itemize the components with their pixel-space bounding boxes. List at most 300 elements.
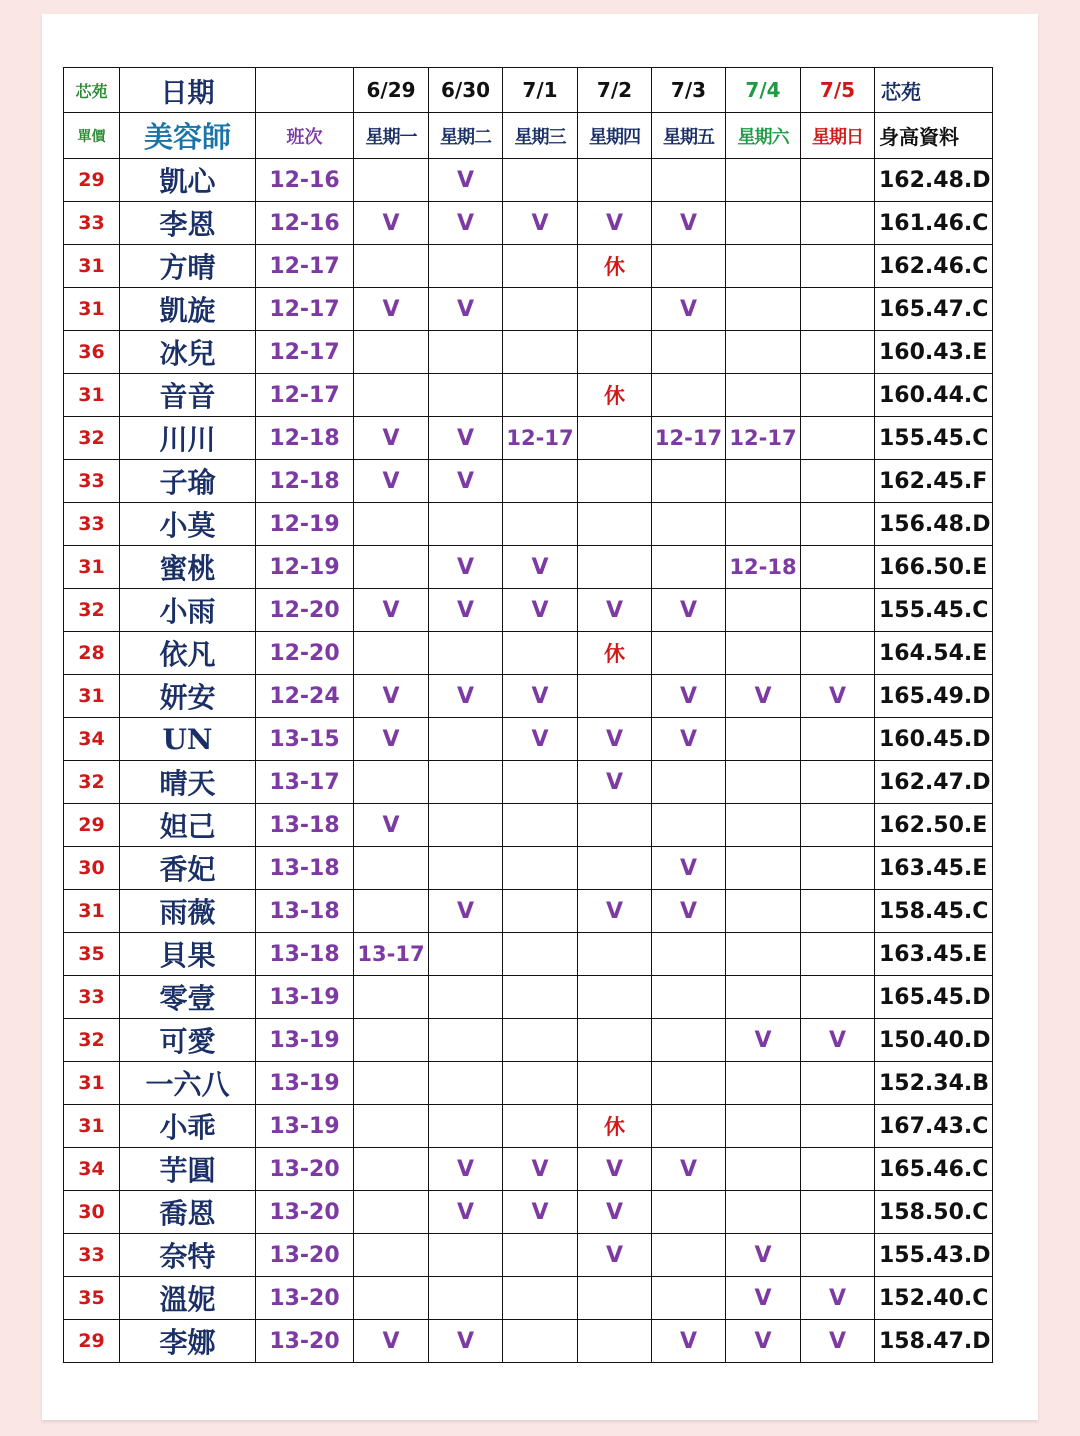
day-cell bbox=[801, 460, 875, 503]
day-cell: V bbox=[354, 804, 429, 847]
day-cell bbox=[354, 1277, 429, 1320]
price-cell: 33 bbox=[64, 976, 120, 1019]
day-cell bbox=[503, 1277, 578, 1320]
shift-cell: 13-18 bbox=[256, 890, 354, 933]
beautician-name-cell: 雨薇 bbox=[120, 890, 256, 933]
header-corner: 芯苑 bbox=[64, 68, 120, 113]
day-cell bbox=[503, 1105, 578, 1148]
day-cell bbox=[503, 933, 578, 976]
shift-cell: 13-19 bbox=[256, 1062, 354, 1105]
shift-cell: 12-17 bbox=[256, 288, 354, 331]
day-cell: V bbox=[503, 675, 578, 718]
table-row bbox=[64, 1105, 993, 1148]
day-cell bbox=[726, 1105, 801, 1148]
price-cell: 31 bbox=[64, 890, 120, 933]
shift-cell: 12-19 bbox=[256, 546, 354, 589]
day-cell bbox=[354, 632, 429, 675]
day-cell bbox=[578, 1062, 652, 1105]
day-cell bbox=[726, 159, 801, 202]
height-info-cell: 163.45.E bbox=[875, 933, 993, 976]
shift-cell: 13-17 bbox=[256, 761, 354, 804]
beautician-name-cell: 溫妮 bbox=[120, 1277, 256, 1320]
beautician-name-cell: 凱心 bbox=[120, 159, 256, 202]
header-date-sunday: 7/5 bbox=[801, 68, 875, 113]
table-row bbox=[64, 546, 993, 589]
day-cell: V bbox=[726, 1234, 801, 1277]
day-cell: V bbox=[652, 718, 726, 761]
table-row bbox=[64, 675, 993, 718]
day-cell: V bbox=[801, 1019, 875, 1062]
day-cell: V bbox=[354, 288, 429, 331]
table-row bbox=[64, 1019, 993, 1062]
day-cell bbox=[652, 374, 726, 417]
header-weekday-sunday: 星期日 bbox=[801, 113, 875, 159]
price-cell: 32 bbox=[64, 417, 120, 460]
price-cell: 33 bbox=[64, 503, 120, 546]
day-cell bbox=[726, 1062, 801, 1105]
day-cell bbox=[726, 804, 801, 847]
beautician-name-cell: 李恩 bbox=[120, 202, 256, 245]
day-cell bbox=[354, 1019, 429, 1062]
day-cell bbox=[429, 632, 503, 675]
day-cell bbox=[801, 159, 875, 202]
day-cell: V bbox=[726, 675, 801, 718]
table-row bbox=[64, 288, 993, 331]
shift-cell: 12-18 bbox=[256, 417, 354, 460]
height-info-cell: 162.46.C bbox=[875, 245, 993, 288]
height-info-cell: 164.54.E bbox=[875, 632, 993, 675]
day-cell bbox=[801, 847, 875, 890]
beautician-name-cell: 蜜桃 bbox=[120, 546, 256, 589]
shift-cell: 12-19 bbox=[256, 503, 354, 546]
price-cell: 31 bbox=[64, 1062, 120, 1105]
height-info-cell: 156.48.D bbox=[875, 503, 993, 546]
price-cell: 31 bbox=[64, 245, 120, 288]
beautician-name-cell: 小雨 bbox=[120, 589, 256, 632]
day-cell: V bbox=[429, 1191, 503, 1234]
beautician-name-cell: 小乖 bbox=[120, 1105, 256, 1148]
table-row bbox=[64, 890, 993, 933]
day-cell bbox=[801, 1062, 875, 1105]
day-cell bbox=[503, 1320, 578, 1363]
day-cell: 13-17 bbox=[354, 933, 429, 976]
day-cell bbox=[801, 589, 875, 632]
beautician-name-cell: 晴天 bbox=[120, 761, 256, 804]
price-cell: 29 bbox=[64, 804, 120, 847]
height-info-cell: 167.43.C bbox=[875, 1105, 993, 1148]
day-cell: V bbox=[429, 546, 503, 589]
header-weekday: 星期一 bbox=[354, 113, 429, 159]
schedule-body bbox=[64, 159, 993, 1363]
day-cell bbox=[652, 1019, 726, 1062]
header-date: 6/30 bbox=[429, 68, 503, 113]
height-info-cell: 165.49.D bbox=[875, 675, 993, 718]
day-cell: V bbox=[354, 417, 429, 460]
day-cell: V bbox=[652, 847, 726, 890]
day-cell bbox=[429, 976, 503, 1019]
day-cell bbox=[578, 976, 652, 1019]
beautician-name-cell: 凱旋 bbox=[120, 288, 256, 331]
day-cell bbox=[578, 1320, 652, 1363]
day-cell bbox=[429, 1062, 503, 1105]
beautician-name-cell: 零壹 bbox=[120, 976, 256, 1019]
day-cell bbox=[354, 503, 429, 546]
day-cell bbox=[503, 976, 578, 1019]
day-cell: V bbox=[726, 1277, 801, 1320]
header-date-saturday: 7/4 bbox=[726, 68, 801, 113]
beautician-name-cell: 喬恩 bbox=[120, 1191, 256, 1234]
day-cell bbox=[726, 761, 801, 804]
day-cell bbox=[801, 933, 875, 976]
day-cell bbox=[652, 1277, 726, 1320]
day-cell bbox=[578, 1277, 652, 1320]
shift-cell: 13-19 bbox=[256, 976, 354, 1019]
day-cell: 12-17 bbox=[503, 417, 578, 460]
day-cell: 12-17 bbox=[726, 417, 801, 460]
shift-cell: 12-17 bbox=[256, 331, 354, 374]
day-cell: V bbox=[354, 460, 429, 503]
price-cell: 31 bbox=[64, 374, 120, 417]
height-info-cell: 162.47.D bbox=[875, 761, 993, 804]
table-row bbox=[64, 761, 993, 804]
day-cell bbox=[726, 460, 801, 503]
day-cell bbox=[726, 374, 801, 417]
day-cell bbox=[354, 1191, 429, 1234]
shift-cell: 12-18 bbox=[256, 460, 354, 503]
day-cell bbox=[652, 503, 726, 546]
day-cell: V bbox=[354, 1320, 429, 1363]
table-row bbox=[64, 417, 993, 460]
header-date: 7/3 bbox=[652, 68, 726, 113]
day-cell bbox=[801, 761, 875, 804]
day-cell bbox=[354, 159, 429, 202]
beautician-name-cell: 李娜 bbox=[120, 1320, 256, 1363]
shift-cell: 13-20 bbox=[256, 1320, 354, 1363]
day-cell bbox=[503, 159, 578, 202]
day-cell bbox=[429, 804, 503, 847]
shift-cell: 13-20 bbox=[256, 1234, 354, 1277]
day-cell: V bbox=[801, 675, 875, 718]
height-info-cell: 155.43.D bbox=[875, 1234, 993, 1277]
day-cell: V bbox=[652, 589, 726, 632]
shift-cell: 13-18 bbox=[256, 933, 354, 976]
day-cell bbox=[578, 847, 652, 890]
day-cell bbox=[354, 1062, 429, 1105]
day-cell bbox=[429, 1234, 503, 1277]
height-info-cell: 150.40.D bbox=[875, 1019, 993, 1062]
price-cell: 33 bbox=[64, 202, 120, 245]
day-cell: V bbox=[503, 1148, 578, 1191]
day-cell bbox=[354, 331, 429, 374]
day-cell bbox=[652, 761, 726, 804]
beautician-name-cell: 一六八 bbox=[120, 1062, 256, 1105]
price-cell: 31 bbox=[64, 288, 120, 331]
header-weekday: 星期三 bbox=[503, 113, 578, 159]
day-cell bbox=[354, 847, 429, 890]
day-cell bbox=[801, 1105, 875, 1148]
header-date: 6/29 bbox=[354, 68, 429, 113]
day-cell bbox=[503, 847, 578, 890]
table-row bbox=[64, 202, 993, 245]
day-cell: V bbox=[652, 890, 726, 933]
day-cell bbox=[503, 1019, 578, 1062]
day-cell bbox=[801, 632, 875, 675]
shift-cell: 13-20 bbox=[256, 1191, 354, 1234]
day-cell bbox=[801, 1191, 875, 1234]
day-cell bbox=[354, 761, 429, 804]
day-cell bbox=[503, 890, 578, 933]
height-info-cell: 155.45.C bbox=[875, 417, 993, 460]
day-cell bbox=[652, 546, 726, 589]
height-info-cell: 158.50.C bbox=[875, 1191, 993, 1234]
day-cell bbox=[429, 1019, 503, 1062]
price-cell: 32 bbox=[64, 589, 120, 632]
price-cell: 36 bbox=[64, 331, 120, 374]
price-cell: 32 bbox=[64, 761, 120, 804]
day-cell bbox=[801, 331, 875, 374]
day-cell bbox=[801, 1148, 875, 1191]
height-info-cell: 162.45.F bbox=[875, 460, 993, 503]
day-cell bbox=[429, 331, 503, 374]
day-cell bbox=[429, 847, 503, 890]
day-cell bbox=[652, 804, 726, 847]
day-cell: V bbox=[801, 1277, 875, 1320]
day-cell bbox=[429, 1277, 503, 1320]
day-cell bbox=[801, 374, 875, 417]
day-cell: V bbox=[578, 1148, 652, 1191]
day-cell bbox=[801, 417, 875, 460]
day-cell: V bbox=[354, 589, 429, 632]
day-cell: V bbox=[429, 460, 503, 503]
day-cell bbox=[801, 503, 875, 546]
day-cell bbox=[429, 503, 503, 546]
beautician-name-cell: 妍安 bbox=[120, 675, 256, 718]
day-cell bbox=[652, 1105, 726, 1148]
shift-cell: 13-18 bbox=[256, 847, 354, 890]
day-cell bbox=[354, 890, 429, 933]
day-cell bbox=[578, 417, 652, 460]
day-cell: V bbox=[354, 202, 429, 245]
day-cell bbox=[354, 546, 429, 589]
table-row bbox=[64, 847, 993, 890]
beautician-name-cell: 川川 bbox=[120, 417, 256, 460]
height-info-cell: 160.45.D bbox=[875, 718, 993, 761]
day-cell: V bbox=[578, 718, 652, 761]
day-cell bbox=[652, 933, 726, 976]
header-date: 7/2 bbox=[578, 68, 652, 113]
header-shift-label: 班次 bbox=[256, 113, 354, 159]
day-cell bbox=[726, 245, 801, 288]
day-cell: V bbox=[652, 288, 726, 331]
day-cell bbox=[503, 1234, 578, 1277]
price-cell: 33 bbox=[64, 1234, 120, 1277]
day-cell bbox=[354, 374, 429, 417]
day-cell bbox=[652, 632, 726, 675]
height-info-cell: 160.44.C bbox=[875, 374, 993, 417]
height-info-cell: 165.47.C bbox=[875, 288, 993, 331]
table-row bbox=[64, 331, 993, 374]
height-info-cell: 165.45.D bbox=[875, 976, 993, 1019]
day-cell bbox=[578, 503, 652, 546]
day-cell: 12-17 bbox=[652, 417, 726, 460]
shift-cell: 13-19 bbox=[256, 1019, 354, 1062]
day-cell bbox=[429, 761, 503, 804]
height-info-cell: 158.47.D bbox=[875, 1320, 993, 1363]
day-cell: 休 bbox=[578, 1105, 652, 1148]
day-cell bbox=[429, 245, 503, 288]
day-cell bbox=[578, 159, 652, 202]
day-cell bbox=[354, 1105, 429, 1148]
price-cell: 30 bbox=[64, 847, 120, 890]
day-cell bbox=[354, 1148, 429, 1191]
day-cell: V bbox=[429, 417, 503, 460]
day-cell: V bbox=[652, 202, 726, 245]
day-cell bbox=[801, 245, 875, 288]
height-info-cell: 155.45.C bbox=[875, 589, 993, 632]
height-info-cell: 166.50.E bbox=[875, 546, 993, 589]
day-cell bbox=[726, 288, 801, 331]
day-cell bbox=[726, 718, 801, 761]
day-cell bbox=[503, 374, 578, 417]
shift-cell: 12-24 bbox=[256, 675, 354, 718]
header-blank bbox=[256, 68, 354, 113]
day-cell: V bbox=[503, 589, 578, 632]
day-cell: V bbox=[578, 202, 652, 245]
beautician-name-cell: 依凡 bbox=[120, 632, 256, 675]
day-cell: V bbox=[429, 890, 503, 933]
beautician-name-cell: 子瑜 bbox=[120, 460, 256, 503]
beautician-name-cell: 貝果 bbox=[120, 933, 256, 976]
header-beautician-label: 美容師 bbox=[120, 113, 256, 159]
day-cell: V bbox=[429, 202, 503, 245]
shift-cell: 13-18 bbox=[256, 804, 354, 847]
height-info-cell: 161.46.C bbox=[875, 202, 993, 245]
day-cell bbox=[652, 245, 726, 288]
table-row bbox=[64, 632, 993, 675]
table-row bbox=[64, 1148, 993, 1191]
day-cell: V bbox=[429, 1148, 503, 1191]
day-cell bbox=[503, 331, 578, 374]
beautician-name-cell: 香妃 bbox=[120, 847, 256, 890]
header-weekday: 星期五 bbox=[652, 113, 726, 159]
shift-cell: 12-16 bbox=[256, 202, 354, 245]
header-price-label: 單價 bbox=[64, 113, 120, 159]
shift-cell: 12-16 bbox=[256, 159, 354, 202]
day-cell: V bbox=[578, 1234, 652, 1277]
day-cell bbox=[578, 288, 652, 331]
day-cell bbox=[429, 933, 503, 976]
price-cell: 31 bbox=[64, 1105, 120, 1148]
day-cell bbox=[726, 503, 801, 546]
day-cell bbox=[801, 202, 875, 245]
beautician-name-cell: 小莫 bbox=[120, 503, 256, 546]
shift-cell: 12-17 bbox=[256, 245, 354, 288]
header-row-dates bbox=[64, 68, 993, 113]
beautician-name-cell: 可愛 bbox=[120, 1019, 256, 1062]
table-row bbox=[64, 1191, 993, 1234]
day-cell: V bbox=[578, 589, 652, 632]
day-cell bbox=[652, 460, 726, 503]
price-cell: 33 bbox=[64, 460, 120, 503]
table-row bbox=[64, 1234, 993, 1277]
table-row bbox=[64, 503, 993, 546]
day-cell bbox=[726, 632, 801, 675]
price-cell: 28 bbox=[64, 632, 120, 675]
day-cell: V bbox=[503, 546, 578, 589]
price-cell: 34 bbox=[64, 1148, 120, 1191]
height-info-cell: 160.43.E bbox=[875, 331, 993, 374]
shift-cell: 13-19 bbox=[256, 1105, 354, 1148]
header-brand-right: 芯苑 bbox=[875, 68, 993, 113]
table-row bbox=[64, 1277, 993, 1320]
beautician-name-cell: UN bbox=[120, 718, 256, 761]
table-row bbox=[64, 159, 993, 202]
day-cell bbox=[652, 159, 726, 202]
day-cell bbox=[801, 804, 875, 847]
price-cell: 34 bbox=[64, 718, 120, 761]
day-cell: 12-18 bbox=[726, 546, 801, 589]
table-row bbox=[64, 245, 993, 288]
day-cell bbox=[578, 460, 652, 503]
price-cell: 32 bbox=[64, 1019, 120, 1062]
day-cell bbox=[503, 245, 578, 288]
day-cell bbox=[503, 503, 578, 546]
table-row bbox=[64, 933, 993, 976]
beautician-name-cell: 妲己 bbox=[120, 804, 256, 847]
day-cell bbox=[503, 1062, 578, 1105]
day-cell: V bbox=[726, 1320, 801, 1363]
day-cell: V bbox=[726, 1019, 801, 1062]
day-cell: V bbox=[652, 1320, 726, 1363]
schedule-table bbox=[63, 67, 993, 1363]
header-weekday: 星期四 bbox=[578, 113, 652, 159]
day-cell: V bbox=[354, 675, 429, 718]
day-cell: V bbox=[578, 761, 652, 804]
table-row bbox=[64, 804, 993, 847]
day-cell bbox=[801, 1234, 875, 1277]
day-cell: V bbox=[652, 1148, 726, 1191]
day-cell: V bbox=[578, 890, 652, 933]
day-cell bbox=[801, 976, 875, 1019]
height-info-cell: 152.40.C bbox=[875, 1277, 993, 1320]
price-cell: 30 bbox=[64, 1191, 120, 1234]
day-cell bbox=[652, 1062, 726, 1105]
price-cell: 35 bbox=[64, 933, 120, 976]
header-height-label: 身高資料 bbox=[875, 113, 993, 159]
table-row bbox=[64, 374, 993, 417]
height-info-cell: 162.48.D bbox=[875, 159, 993, 202]
day-cell bbox=[726, 933, 801, 976]
height-info-cell: 163.45.E bbox=[875, 847, 993, 890]
day-cell: 休 bbox=[578, 245, 652, 288]
shift-cell: 13-15 bbox=[256, 718, 354, 761]
day-cell bbox=[578, 331, 652, 374]
day-cell bbox=[652, 1191, 726, 1234]
height-info-cell: 158.45.C bbox=[875, 890, 993, 933]
day-cell bbox=[354, 245, 429, 288]
day-cell bbox=[652, 976, 726, 1019]
day-cell: V bbox=[503, 718, 578, 761]
day-cell bbox=[503, 288, 578, 331]
day-cell: 休 bbox=[578, 632, 652, 675]
day-cell bbox=[801, 288, 875, 331]
price-cell: 29 bbox=[64, 1320, 120, 1363]
day-cell bbox=[726, 331, 801, 374]
day-cell: V bbox=[503, 1191, 578, 1234]
table-row bbox=[64, 1320, 993, 1363]
day-cell bbox=[429, 1105, 503, 1148]
day-cell: V bbox=[429, 589, 503, 632]
